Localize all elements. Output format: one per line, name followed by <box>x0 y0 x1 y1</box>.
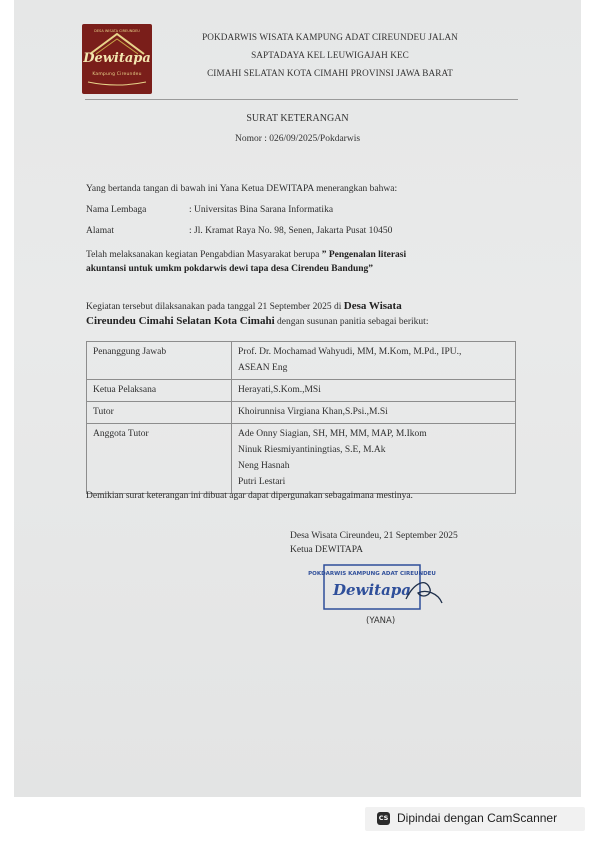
committee-row <box>87 342 516 380</box>
committee-member-name: ASEAN Eng <box>238 363 288 373</box>
official-stamp <box>308 563 450 611</box>
event-suffix: dengan susunan panitia sebagai berikut: <box>277 317 429 327</box>
document-title: SURAT KETERANGAN <box>246 113 349 124</box>
committee-row <box>87 424 516 494</box>
logo-tagline: Kampung Cireundeu <box>92 72 142 77</box>
activity-title-1: ” Pengenalan literasi <box>321 250 407 260</box>
camscanner-icon: CS <box>377 812 390 825</box>
committee-row <box>87 380 516 402</box>
committee-role: Anggota Tutor <box>87 424 232 494</box>
committee-member-name: Putri Lestari <box>238 477 286 487</box>
committee-names <box>232 380 516 402</box>
committee-row <box>87 402 516 424</box>
committee-names <box>232 424 516 494</box>
alamat-value: : Jl. Kramat Raya No. 98, Senen, Jakarta Pusat 10450 <box>189 226 393 236</box>
stamp-script-text: Dewitapa <box>332 581 412 599</box>
logo-name: Dewitapa <box>83 51 151 66</box>
event-place-2: Cireundeu Cimahi Selatan Kota Cimahi <box>86 315 275 327</box>
document-number: Nomor : 026/09/2025/Pokdarwis <box>234 134 361 144</box>
activity-line-1 <box>86 250 406 260</box>
stamp-top-text: POKDARWIS KAMPUNG ADAT CIREUNDEU <box>308 571 436 577</box>
committee-member-name: Neng Hasnah <box>238 461 290 471</box>
activity-title-2: akuntansi untuk umkm pokdarwis dewi tapa desa Cirendeu Bandung” <box>86 264 374 274</box>
signature-position: Ketua DEWITAPA <box>290 545 364 555</box>
intro-text: Yang bertanda tangan di bawah ini Yana Ketua DEWITAPA menerangkan bahwa: <box>86 184 398 194</box>
closing-text: Demikian surat keterangan ini dibuat agar dapat dipergunakan sebagaimana mestinya. <box>86 491 413 501</box>
event-line-2 <box>86 315 428 327</box>
event-place-1: Desa Wisata <box>343 300 402 312</box>
committee-member-name: Ninuk Riesmiyantiningtias, S.E, M.Ak <box>238 445 386 455</box>
camscanner-label: Dipindai dengan CamScanner <box>397 811 558 825</box>
committee-names <box>232 342 516 380</box>
committee-member-name: Khoirunnisa Virgiana Khan,S.Psi.,M.Si <box>238 407 388 417</box>
committee-member-name: Prof. Dr. Mochamad Wahyudi, MM, M.Kom, M.Pd., IPU., <box>238 347 462 357</box>
committee-role: Ketua Pelaksana <box>87 380 232 402</box>
header-line-1: POKDARWIS WISATA KAMPUNG ADAT CIREUNDEU JALAN <box>202 32 458 42</box>
committee-table-body <box>87 342 516 494</box>
header-divider <box>85 99 518 100</box>
committee-table <box>86 341 516 494</box>
logo-arc-text: DESA WISATA CIREUNDEU <box>94 29 140 33</box>
event-line-1 <box>86 300 402 312</box>
event-prefix: Kegiatan tersebut dilaksanakan pada tanggal 21 September 2025 di <box>86 302 342 312</box>
committee-member-name: Ade Onny Siagian, SH, MH, MM, MAP, M.Ikom <box>238 429 427 439</box>
signature-stroke <box>406 583 442 603</box>
dewitapa-logo <box>82 24 152 94</box>
committee-role: Penanggung Jawab <box>87 342 232 380</box>
committee-role: Tutor <box>87 402 232 424</box>
signature-place-date: Desa Wisata Cireundeu, 21 September 2025 <box>290 531 458 541</box>
signatory-name: (YANA) <box>366 616 396 626</box>
lembaga-value: : Universitas Bina Sarana Informatika <box>189 205 334 215</box>
committee-member-name: Herayati,S.Kom.,MSi <box>238 385 321 395</box>
stamp-graphic <box>308 563 450 611</box>
lembaga-label: Nama Lembaga <box>86 205 147 215</box>
committee-names <box>232 402 516 424</box>
camscanner-watermark <box>365 807 585 831</box>
header-line-2: SAPTADAYA KEL LEUWIGAJAH KEC <box>251 50 409 60</box>
alamat-label: Alamat <box>86 226 114 236</box>
header-line-3: CIMAHI SELATAN KOTA CIMAHI PROVINSI JAWA BARAT <box>207 68 453 78</box>
activity-prefix: Telah melaksanakan kegiatan Pengabdian Masyarakat berupa <box>86 250 320 260</box>
